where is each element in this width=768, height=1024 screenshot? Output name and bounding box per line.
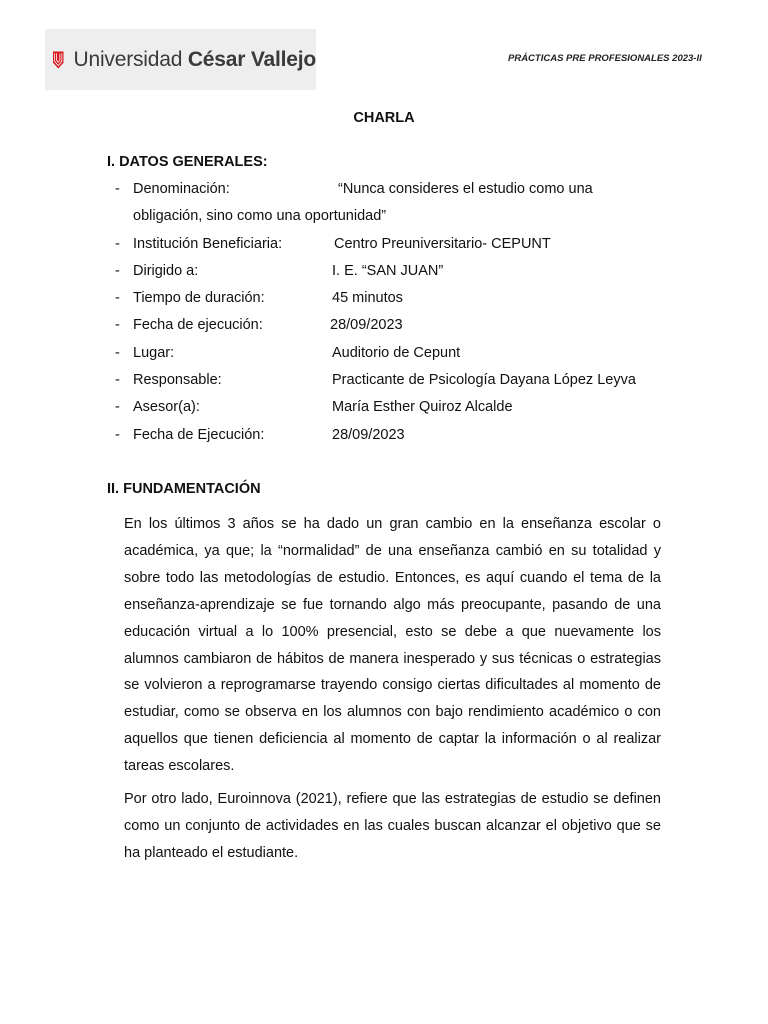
section-heading-datos: I. DATOS GENERALES: [107,154,268,170]
list-dash: - [115,426,120,443]
field-value: María Esther Quiroz Alcalde [332,399,513,416]
list-item [107,315,687,342]
list-item-denominacion [107,179,687,206]
list-dash: - [115,181,120,197]
field-label: Dirigido a: [133,262,199,279]
list-item [107,397,687,424]
section-heading-fundamentacion: II. FUNDAMENTACIÓN [107,481,261,497]
list-item [107,234,687,261]
list-dash: - [115,399,120,416]
field-value: Centro Preuniversitario- CEPUNT [334,235,551,252]
list-dash: - [115,344,120,361]
field-label: Fecha de ejecución: [133,317,263,334]
field-label: Tiempo de duración: [133,290,265,307]
list-dash: - [115,317,120,334]
logo-text-light: Universidad [73,47,188,71]
field-label: Asesor(a): [133,399,200,416]
university-logo [45,29,316,90]
field-value: “Nunca consideres el estudio como una [338,181,593,197]
logo-text-bold: César Vallejo [187,47,316,71]
field-value-continuation: obligación, sino como una oportunidad” [133,208,387,225]
field-value: 28/09/2023 [330,317,403,334]
datos-generales-list [107,179,687,452]
paragraph: En los últimos 3 años se ha dado un gran cambio en la enseñanza escolar o académica, ya que; la “normalidad” de una enseñanza cambió en su totalidad y sobre todo las metodologías de estudio. Entonces, es aquí cuando el tema de la enseñanza-aprendizaje se fue tornando algo más preocupante, pasando de una educación virtual a lo 100% presencial, esto se debe a que nuevamente los alumnos cambiaron de hábitos de manera inesperado y sus técnicas o estrategias se volvieron a reprogramarse trayendo consigo ciertas dificultades al momento de estudiar, como se observa en los alumnos con bajo rendimiento académico o con aquellos que tienen deficiencia al momento de captar la información o al realizar tareas escolares. [124,516,661,775]
field-label: Fecha de Ejecución: [133,426,265,443]
field-label: Lugar: [133,344,175,361]
field-value: 45 minutos [332,290,403,307]
document-title: CHARLA [353,110,415,126]
header-practicas-label: PRÁCTICAS PRE PROFESIONALES 2023-II [508,53,702,64]
list-item [107,261,687,288]
field-value: Auditorio de Cepunt [332,344,461,361]
list-dash: - [115,262,120,279]
logo-wordmark [74,48,316,72]
list-item [107,343,687,370]
field-value: I. E. “SAN JUAN” [332,262,444,279]
list-dash: - [115,290,120,307]
list-dash: - [115,372,120,389]
field-label: Responsable: [133,372,222,389]
list-item [107,370,687,397]
list-dash: - [115,235,120,252]
list-item [107,288,687,315]
paragraph: Por otro lado, Euroinnova (2021), refiere que las estrategias de estudio se definen como un conjunto de actividades en las cuales buscan alcanzar el objetivo que se ha planteado el estudiante. [124,791,661,861]
field-label: Denominación: [133,181,230,197]
field-value: Practicante de Psicología Dayana López Leyva [332,372,636,389]
field-value: 28/09/2023 [332,426,405,443]
ucv-shield-icon [53,34,64,86]
list-item [107,425,687,452]
list-item-denominacion-cont [107,206,687,233]
field-label: Institución Beneficiaria: [133,235,283,252]
